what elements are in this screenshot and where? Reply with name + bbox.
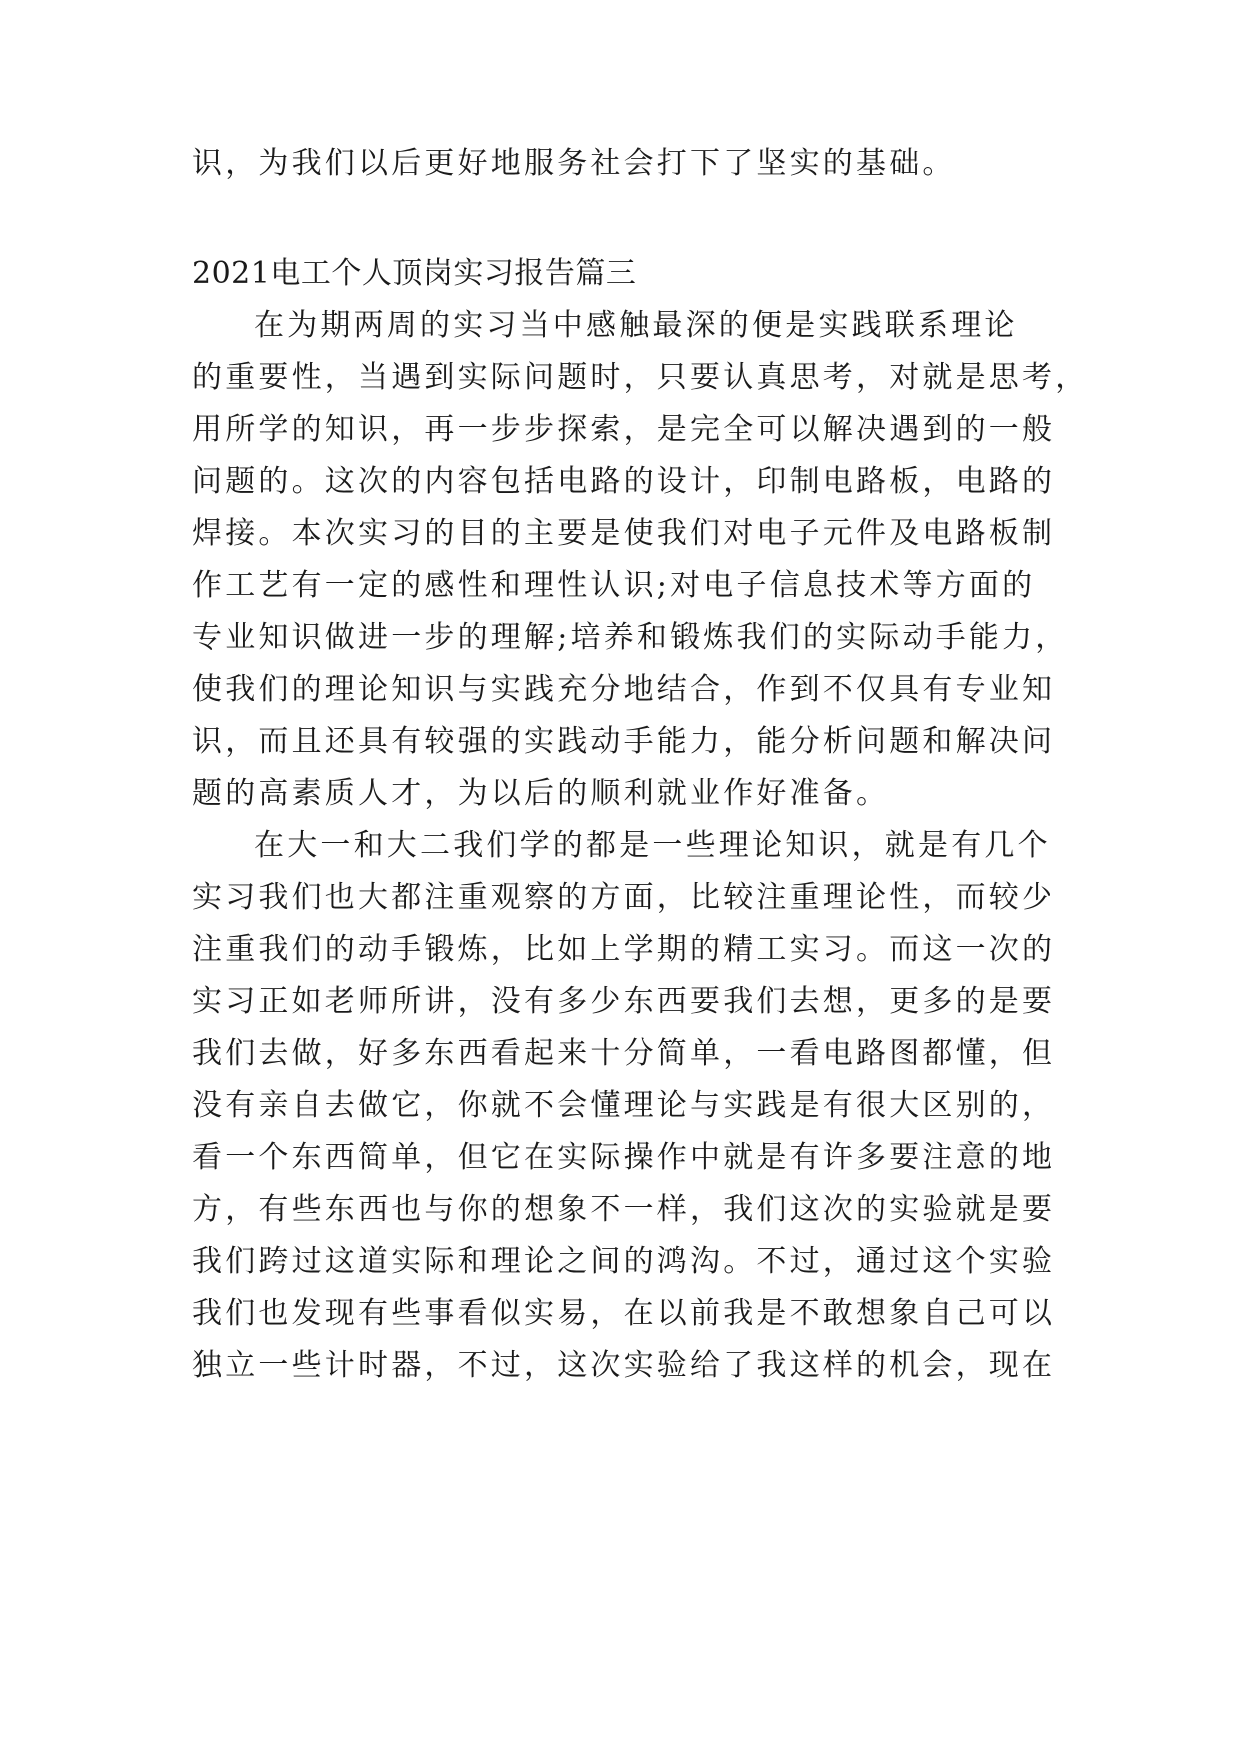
paragraph-line: 在为期两周的实习当中感触最深的便是实践联系理论	[254, 308, 1018, 343]
paragraph-line: 方，有些东西也与你的想象不一样，我们这次的实验就是要	[192, 1192, 1056, 1227]
paragraph-line: 作工艺有一定的感性和理性认识;对电子信息技术等方面的	[192, 568, 1036, 603]
paragraph-line: 专业知识做进一步的理解;培养和锻炼我们的实际动手能力，	[192, 620, 1069, 655]
paragraph-line: 我们去做，好多东西看起来十分简单，一看电路图都懂，但	[192, 1036, 1056, 1071]
section-heading: 2021电工个人顶岗实习报告篇三	[192, 256, 637, 291]
paragraph-line: 在大一和大二我们学的都是一些理论知识，就是有几个	[254, 828, 1051, 863]
paragraph-line: 用所学的知识，再一步步探索，是完全可以解决遇到的一般	[192, 412, 1056, 447]
paragraph-line: 焊接。本次实习的目的主要是使我们对电子元件及电路板制	[192, 516, 1056, 551]
paragraph-line: 题的高素质人才，为以后的顺利就业作好准备。	[192, 776, 890, 811]
paragraph-line: 我们跨过这道实际和理论之间的鸿沟。不过，通过这个实验	[192, 1244, 1056, 1279]
paragraph-line: 使我们的理论知识与实践充分地结合，作到不仅具有专业知	[192, 672, 1056, 707]
paragraph-line: 我们也发现有些事看似实易，在以前我是不敢想象自己可以	[192, 1296, 1056, 1331]
paragraph-line: 识，为我们以后更好地服务社会打下了坚实的基础。	[192, 146, 956, 181]
paragraph-line: 问题的。这次的内容包括电路的设计，印制电路板，电路的	[192, 464, 1056, 499]
paragraph-line: 实习正如老师所讲，没有多少东西要我们去想，更多的是要	[192, 984, 1056, 1019]
paragraph-line: 注重我们的动手锻炼，比如上学期的精工实习。而这一次的	[192, 932, 1056, 967]
paragraph-line: 实习我们也大都注重观察的方面，比较注重理论性，而较少	[192, 880, 1056, 915]
paragraph-line: 没有亲自去做它，你就不会懂理论与实践是有很大区别的，	[192, 1088, 1056, 1123]
paragraph-line: 识，而且还具有较强的实践动手能力，能分析问题和解决问	[192, 724, 1056, 759]
paragraph-line: 的重要性，当遇到实际问题时，只要认真思考，对就是思考，	[192, 360, 1089, 395]
paragraph-line: 看一个东西简单，但它在实际操作中就是有许多要注意的地	[192, 1140, 1056, 1175]
paragraph-line: 独立一些计时器，不过，这次实验给了我这样的机会，现在	[192, 1348, 1056, 1383]
